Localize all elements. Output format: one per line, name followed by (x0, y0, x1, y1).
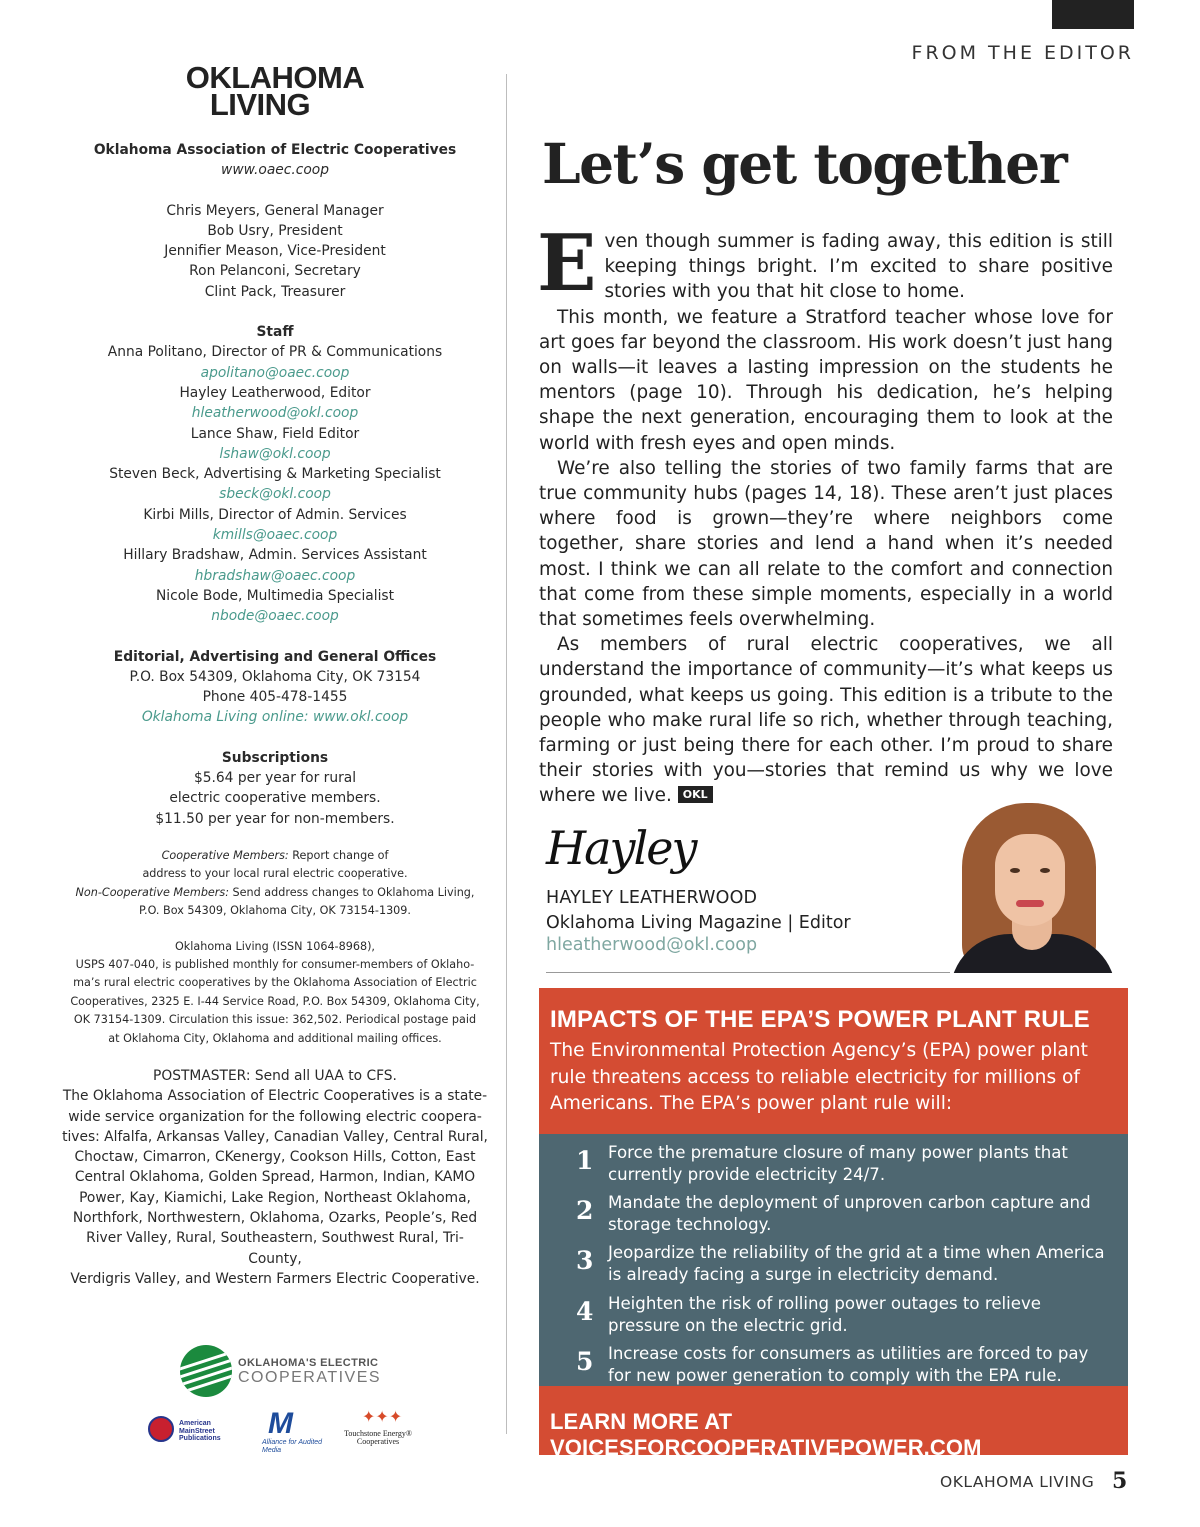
touchstone-label: Touchstone Energy® Cooperatives (344, 1429, 412, 1446)
postmaster-line: wide service organization for the following electric coopera- (68, 1108, 482, 1125)
section-label: FROM THE EDITOR (911, 42, 1134, 64)
touchstone-people-icon: ✦✦✦ (362, 1409, 403, 1426)
noncoop-members-note-2: P.O. Box 54309, Oklahoma City, OK 73154-1309. (139, 904, 411, 918)
staff-name: Steven Beck, Advertising & Marketing Specialist (109, 466, 441, 483)
staff-name: Kirbi Mills, Director of Admin. Services (143, 506, 407, 523)
aam-m-icon: M (268, 1407, 293, 1440)
staff-name: Anna Politano, Director of PR & Communications (107, 344, 443, 361)
epa-header (539, 988, 1128, 1134)
epa-item-number: 2 (576, 1196, 594, 1225)
logo-line-2: LIVING (209, 87, 311, 122)
magazine-logo (60, 60, 490, 122)
epa-list (539, 1134, 1128, 1386)
postmaster-line: Power, Kay, Kiamichi, Lake Region, Northeast Oklahoma, (79, 1189, 471, 1206)
column-divider (506, 74, 507, 1434)
article-paragraph-3: We’re also telling the stories of two family farms that are true community hubs (pages 14, 18). These aren’t just places where food is grown—they’re where neighbors come together, share stories and lend a hand when it’s needed most. I think we can all relate to the comfort and connection that come from these simple moments, especially in a world that sometimes feels overwhelming. (539, 457, 1113, 631)
noncoop-members-label: Non-Cooperative Members: (75, 885, 229, 899)
postmaster-line: Verdigris Valley, and Western Farmers Electric Cooperative. (70, 1270, 480, 1287)
postmaster-line: River Valley, Rural, Southeastern, Southwest Rural, Tri-County, (86, 1230, 464, 1267)
page-number: 5 (1112, 1468, 1128, 1494)
paragraph-1-text: ven though summer is fading away, this edition is still keeping things bright. I’m excited to share positive stories with you that hit close to home. (604, 231, 1113, 303)
author-email[interactable]: hleatherwood@okl.coop (546, 935, 758, 955)
staff-name: Hayley Leatherwood, Editor (179, 384, 371, 401)
subscriptions-line: $11.50 per year for non-members. (155, 810, 395, 827)
postmaster-line: Choctaw, Cimarron, CKenergy, Cookson Hills, Cotton, East (74, 1149, 476, 1166)
editor-signature: Hayley (546, 821, 696, 875)
noncoop-members-note (60, 884, 490, 902)
staff-name: Nicole Bode, Multimedia Specialist (155, 587, 395, 604)
epa-footer (539, 1386, 1128, 1460)
officer: Clint Pack, Treasurer (204, 283, 346, 300)
staff-email[interactable]: kmills@oaec.coop (212, 527, 338, 544)
issn-line: USPS 407-040, is published monthly for consumer-members of Oklaho- (75, 957, 475, 971)
org-url[interactable]: www.oaec.coop (221, 162, 329, 179)
article-headline: Let’s get together (542, 131, 1067, 196)
epa-item-text: Increase costs for consumers as utilities are forced to pay for new power generation to comply with the EPA rule. (608, 1344, 1089, 1386)
epa-item-number: 5 (576, 1347, 594, 1376)
epa-learn-more-link[interactable]: LEARN MORE AT VOICESFORCOOPERATIVEPOWER.COM (550, 1409, 982, 1460)
epa-title: IMPACTS OF THE EPA’S POWER PLANT RULE (550, 1006, 1090, 1033)
epa-item-number: 1 (576, 1146, 594, 1175)
coop-logo-line-1: OKLAHOMA'S ELECTRIC (238, 1357, 379, 1369)
postmaster-line: Central Oklahoma, Golden Spread, Harmon, Indian, KAMO (74, 1169, 476, 1186)
epa-item-number: 4 (576, 1297, 594, 1326)
issn-line: Cooperatives, 2325 E. I-44 Service Road, P.O. Box 54309, Oklahoma City, (70, 994, 480, 1008)
coop-members-note-2: address to your local rural electric cooperative. (142, 867, 408, 881)
drop-cap: E (537, 218, 597, 309)
logo-line-1: OKLAHOMA (185, 60, 365, 95)
editor-portrait (950, 800, 1116, 973)
article-paragraph-4 (539, 632, 1113, 808)
epa-item-text: Force the premature closure of many power plants that currently provide electricity 24/7. (608, 1143, 1068, 1185)
subscriptions-heading: Subscriptions (221, 749, 329, 766)
offices-online-link[interactable]: Oklahoma Living online: www.okl.coop (141, 709, 409, 726)
epa-intro: The Environmental Protection Agency’s (EPA) power plant rule threatens access to reliable electricity for millions of Americans. The EPA’s power plant rule will: (550, 1040, 1088, 1114)
corner-tab (1052, 0, 1134, 29)
coop-logo-line-2: COOPERATIVES (238, 1369, 382, 1386)
offices-heading: Editorial, Advertising and General Offices (113, 648, 437, 665)
staff-heading: Staff (256, 324, 294, 341)
aam-logo (262, 1407, 332, 1454)
article-paragraph-2: This month, we feature a Stratford teacher whose love for art goes far beyond the classroom. His work doesn’t just hang on walls—it leaves a lasting impression on the students he mentors (page 10). Through his dedication, he’s helping shape the next generation, encouraging them to look at the world with fresh eyes and open minds. (539, 306, 1113, 454)
staff-name: Hillary Bradshaw, Admin. Services Assistant (123, 547, 427, 564)
officer: Bob Usry, President (207, 222, 343, 239)
noncoop-members-text: Send address changes to Oklahoma Living, (229, 885, 475, 899)
officer: Jennifier Meason, Vice-President (164, 243, 386, 260)
offices-address: P.O. Box 54309, Oklahoma City, OK 73154 (129, 668, 421, 685)
footer-magazine-name: OKLAHOMA LIVING (940, 1473, 1095, 1491)
org-name: Oklahoma Association of Electric Cooperatives (93, 142, 457, 158)
okl-end-badge: OKL (678, 786, 713, 803)
subscriptions-line: electric cooperative members. (169, 790, 381, 807)
masthead (60, 60, 490, 1289)
oklahoma-electric-cooperatives-logo (180, 1345, 380, 1401)
epa-item-text: Heighten the risk of rolling power outages to relieve pressure on the electric grid. (608, 1294, 1041, 1336)
staff-email[interactable]: apolitano@oaec.coop (200, 364, 350, 381)
article-body (537, 218, 1113, 809)
issn-line: at Oklahoma City, Oklahoma and additional mailing offices. (108, 1031, 442, 1045)
epa-item-number: 3 (576, 1246, 594, 1275)
officer: Ron Pelanconi, Secretary (189, 263, 361, 280)
touchstone-logo (338, 1410, 418, 1446)
officer: Chris Meyers, General Manager (166, 202, 384, 219)
offices-phone: Phone 405-478-1455 (202, 689, 348, 706)
article-paragraph-1 (537, 218, 1113, 309)
postmaster-line: POSTMASTER: Send all UAA to CFS. (153, 1067, 397, 1084)
staff-name: Lance Shaw, Field Editor (190, 425, 360, 442)
coop-members-note (60, 847, 490, 865)
issn-line: OK 73154-1309. Circulation this issue: 362,502. Periodical postage paid (73, 1013, 477, 1027)
postmaster-line: Northfork, Northwestern, Oklahoma, Ozarks, People’s, Red (72, 1210, 478, 1227)
postmaster-line: The Oklahoma Association of Electric Cooperatives is a state- (62, 1088, 488, 1105)
partner-logos (148, 1407, 412, 1454)
coop-members-text: Report change of (288, 848, 389, 862)
epa-item-text: Jeopardize the reliability of the grid at a time when America is already facing a surge in electricity demand. (608, 1243, 1105, 1285)
subscriptions-line: $5.64 per year for rural (193, 770, 357, 787)
amp-label: American MainStreet Publications (179, 1420, 221, 1442)
author-title: Oklahoma Living Magazine | Editor (546, 913, 851, 933)
coop-members-label: Cooperative Members: (161, 848, 289, 862)
issn-line: Oklahoma Living (ISSN 1064-8968), (174, 939, 375, 953)
staff-email[interactable]: hbradshaw@oaec.coop (194, 567, 356, 584)
staff-email[interactable]: nbode@oaec.coop (211, 608, 339, 625)
epa-callout-box (539, 988, 1128, 1460)
amp-seal-icon (148, 1416, 174, 1442)
epa-item-text: Mandate the deployment of unproven carbon capture and storage technology. (608, 1193, 1091, 1235)
issn-line: ma’s rural electric cooperatives by the Oklahoma Association of Electric (73, 976, 477, 990)
author-name: HAYLEY LEATHERWOOD (546, 888, 758, 908)
paragraph-4-text: As members of rural electric cooperatives, we all understand the importance of community—it’s what keeps us grounded, what keeps us going. This edition is a tribute to the people who make rural life so rich, whether through teaching, farming or just being there for each other. I’m proud to share their stories with you—stories that remind us why we love where we live. (539, 634, 1113, 807)
postmaster-line: tives: Alfalfa, Arkansas Valley, Canadian Valley, Central Rural, (62, 1128, 488, 1145)
staff-email[interactable]: sbeck@okl.coop (219, 486, 331, 503)
staff-email[interactable]: hleatherwood@okl.coop (191, 405, 359, 422)
aam-label: Alliance for Audited Media (262, 1439, 323, 1454)
coop-globe-icon (180, 1345, 232, 1397)
staff-email[interactable]: lshaw@okl.coop (219, 445, 331, 462)
